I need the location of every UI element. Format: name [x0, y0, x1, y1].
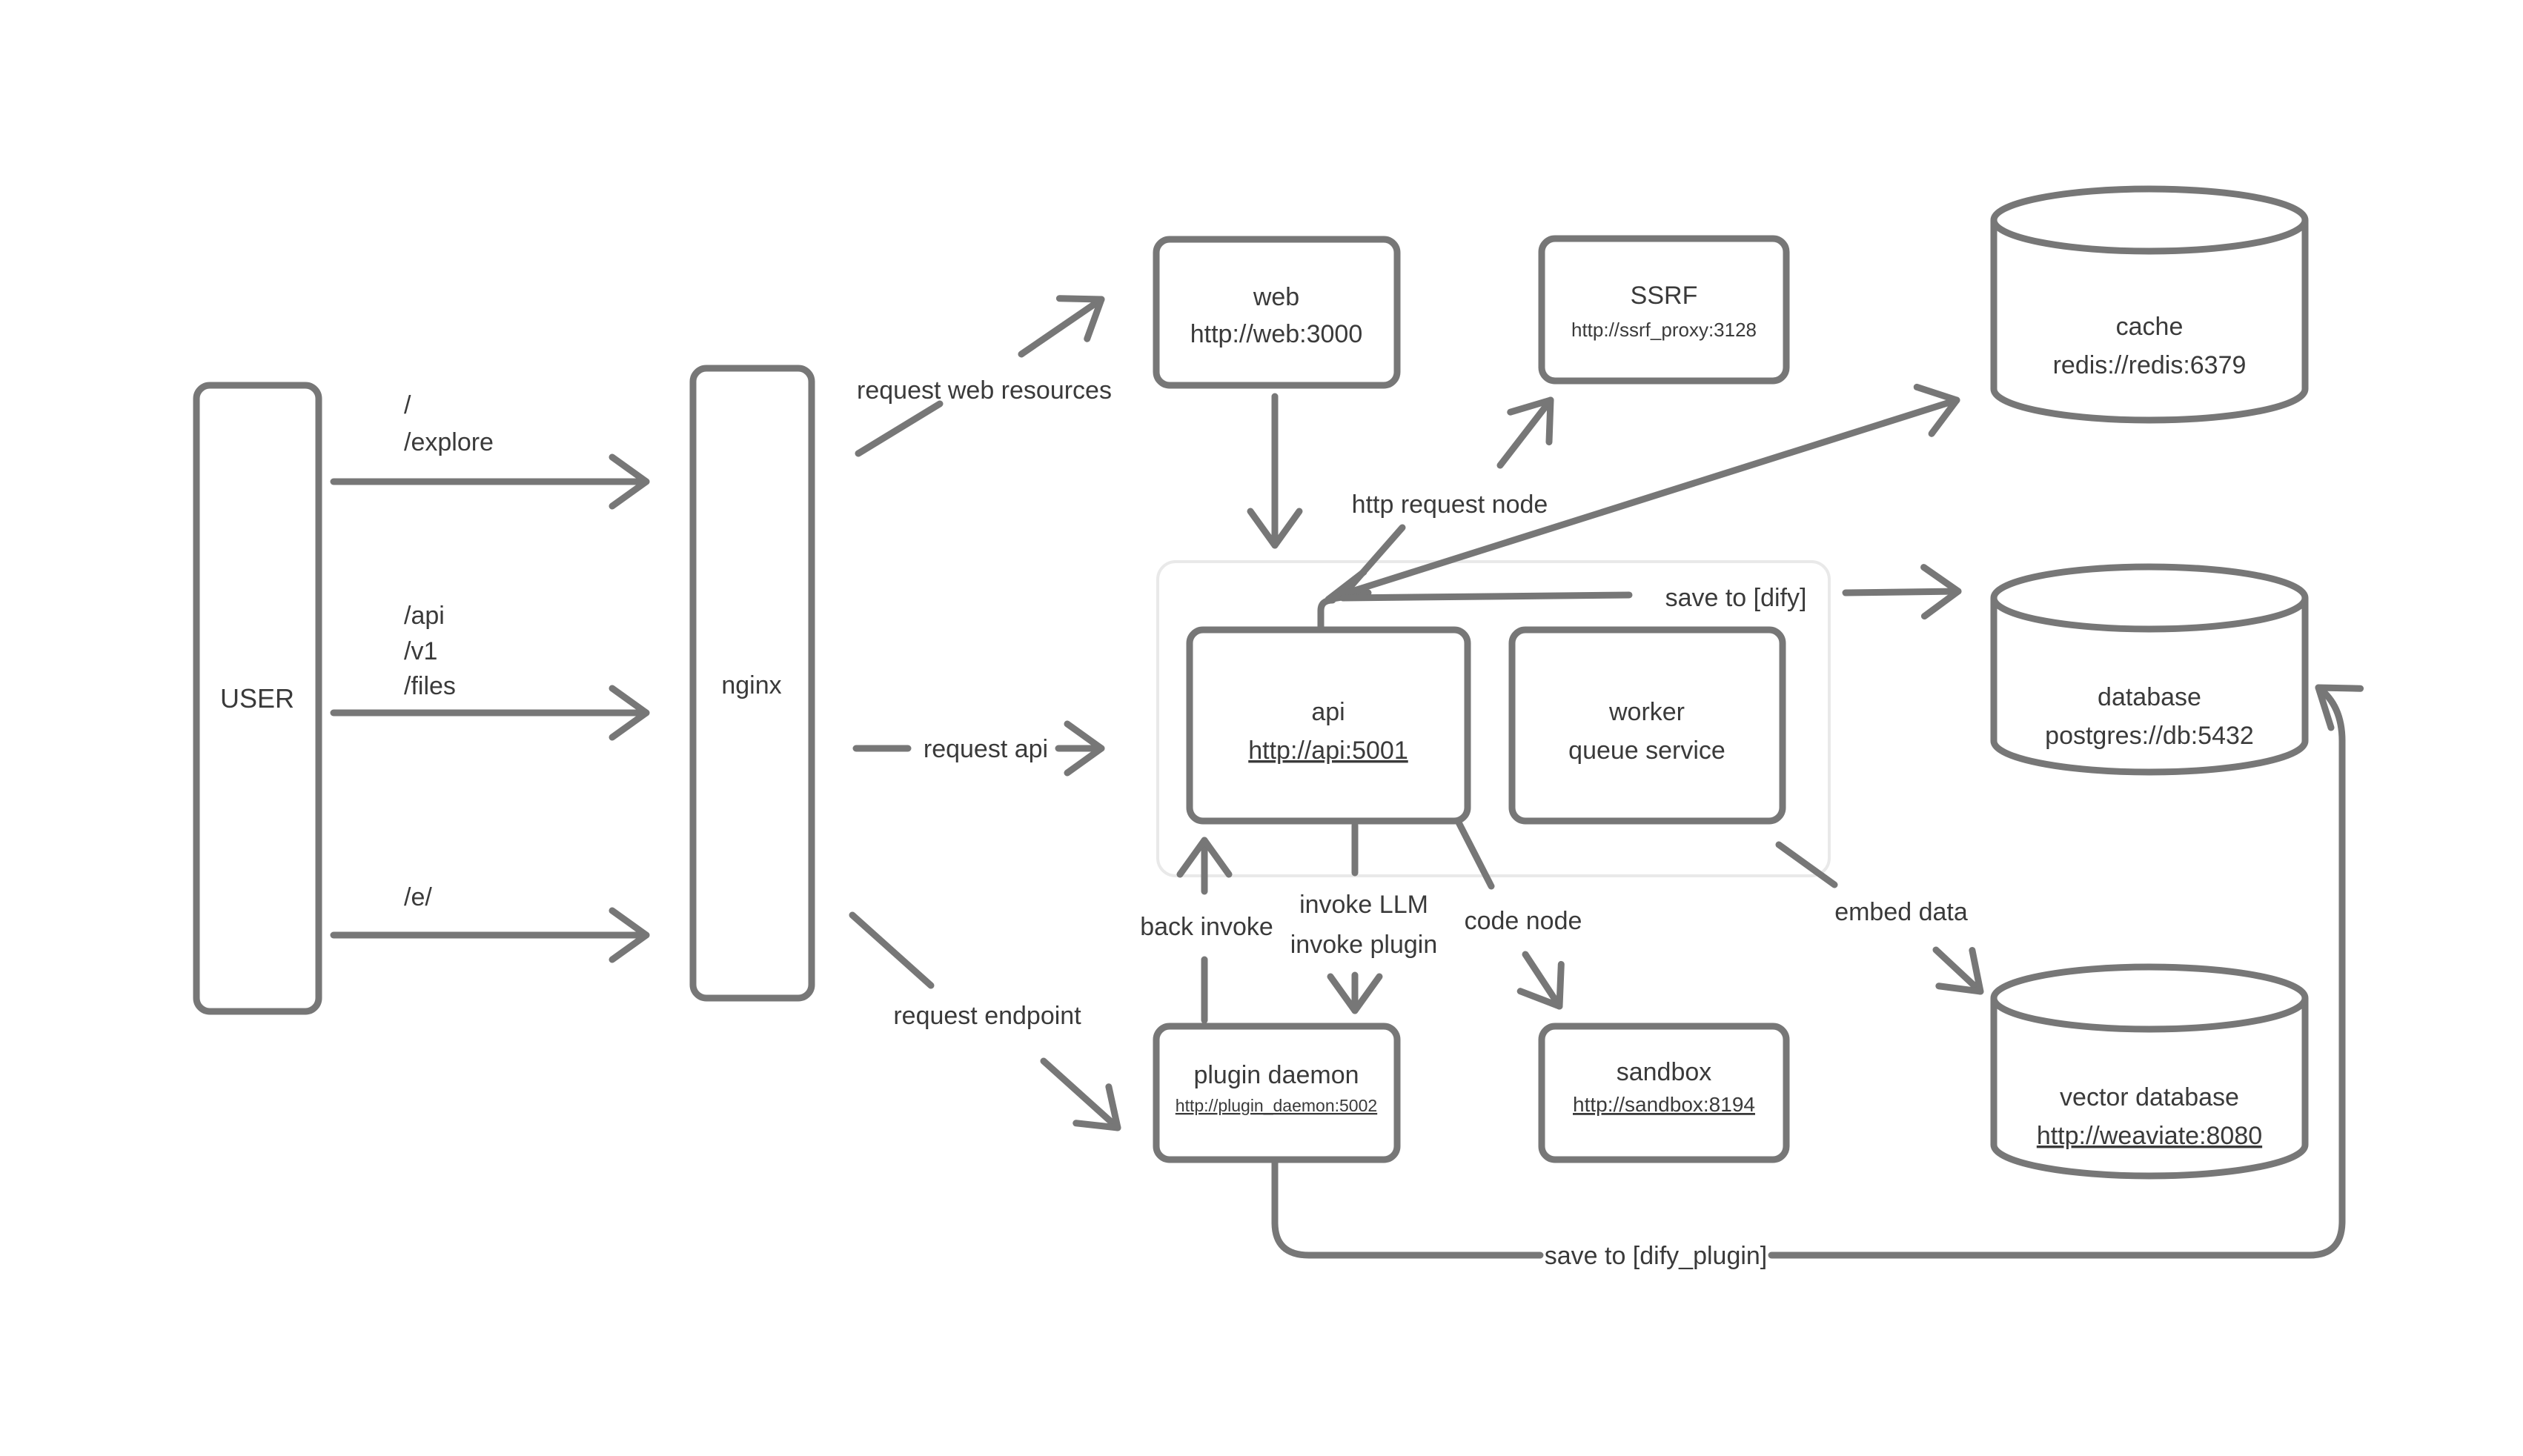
- request-api-label: request api: [923, 735, 1049, 763]
- edge-nginx-plugin-head: [1044, 1061, 1118, 1128]
- save-to-dify-label: save to [dify]: [1665, 584, 1807, 612]
- node-vector-database: [1994, 967, 2305, 1176]
- edge-nginx-web-head: [1021, 299, 1101, 354]
- edge-nginx-web-tail: [858, 404, 940, 453]
- back-invoke-label: back invoke: [1140, 913, 1273, 941]
- plugin-daemon-box: [1156, 1026, 1397, 1160]
- worker-title: worker: [1608, 698, 1685, 726]
- sandbox-title: sandbox: [1616, 1058, 1712, 1086]
- ssrf-title: SSRF: [1630, 282, 1698, 310]
- route-v1-label: /v1: [404, 637, 438, 665]
- cache-title: cache: [2115, 313, 2184, 341]
- database-title: database: [2098, 683, 2201, 711]
- node-ssrf: [1542, 239, 1786, 381]
- node-nginx: [693, 368, 812, 998]
- node-user: [196, 385, 319, 1011]
- api-url: http://api:5001: [1248, 737, 1408, 765]
- route-e-label: /e/: [404, 883, 432, 911]
- plugin-daemon-title: plugin daemon: [1193, 1061, 1359, 1089]
- route-files-label: /files: [404, 672, 456, 700]
- node-sandbox: [1542, 1026, 1786, 1160]
- edge-api-ssrf-head: [1500, 400, 1551, 465]
- invoke-llm-label: invoke LLM: [1299, 891, 1428, 919]
- node-api: [1190, 630, 1468, 821]
- save-to-dify-plugin-label: save to [dify_plugin]: [1544, 1242, 1768, 1270]
- invoke-plugin-label: invoke plugin: [1290, 931, 1438, 959]
- web-title: web: [1253, 283, 1300, 311]
- code-node-label: code node: [1464, 907, 1582, 935]
- database-url: postgres://db:5432: [2045, 722, 2254, 750]
- ssrf-url: http://ssrf_proxy:3128: [1571, 319, 1757, 341]
- node-database: [1994, 567, 2305, 772]
- edge-api-database-tail: [1343, 595, 1629, 598]
- route-api-label: /api: [404, 602, 445, 630]
- edge-api-sandbox-head: [1525, 954, 1559, 1006]
- sandbox-url: http://sandbox:8194: [1573, 1093, 1755, 1116]
- embed-data-label: embed data: [1834, 898, 1968, 926]
- vector-database-title: vector database: [2060, 1083, 2239, 1111]
- worker-subtitle: queue service: [1568, 737, 1725, 765]
- web-box: [1156, 239, 1397, 385]
- database-cylinder-top: [1994, 567, 2305, 629]
- node-worker: [1512, 630, 1783, 821]
- edge-nginx-plugin-tail: [852, 915, 931, 985]
- plugin-daemon-url: http://plugin_daemon:5002: [1175, 1096, 1378, 1115]
- ssrf-box: [1542, 239, 1786, 381]
- node-web: [1156, 239, 1397, 385]
- http-request-node-label: http request node: [1351, 491, 1548, 519]
- nginx-label: nginx: [721, 671, 782, 699]
- web-url: http://web:3000: [1190, 320, 1363, 348]
- route-root-label: /: [404, 391, 411, 419]
- edge-worker-vectordb-head: [1936, 950, 1980, 991]
- user-label: USER: [219, 683, 295, 714]
- api-title: api: [1311, 698, 1345, 726]
- cache-cylinder-top: [1994, 189, 2305, 251]
- vector-database-cylinder-top: [1994, 967, 2305, 1029]
- cache-url: redis://redis:6379: [2052, 351, 2247, 379]
- route-explore-label: /explore: [404, 428, 494, 456]
- node-plugin-daemon: [1156, 1026, 1397, 1160]
- edge-plugin-database-tail: [1275, 1160, 1540, 1255]
- edge-api-database-head: [1846, 591, 1958, 593]
- vector-database-url: http://weaviate:8080: [2036, 1122, 2263, 1150]
- request-web-resources-label: request web resources: [857, 376, 1112, 405]
- node-cache: [1994, 189, 2305, 420]
- request-endpoint-label: request endpoint: [893, 1002, 1081, 1030]
